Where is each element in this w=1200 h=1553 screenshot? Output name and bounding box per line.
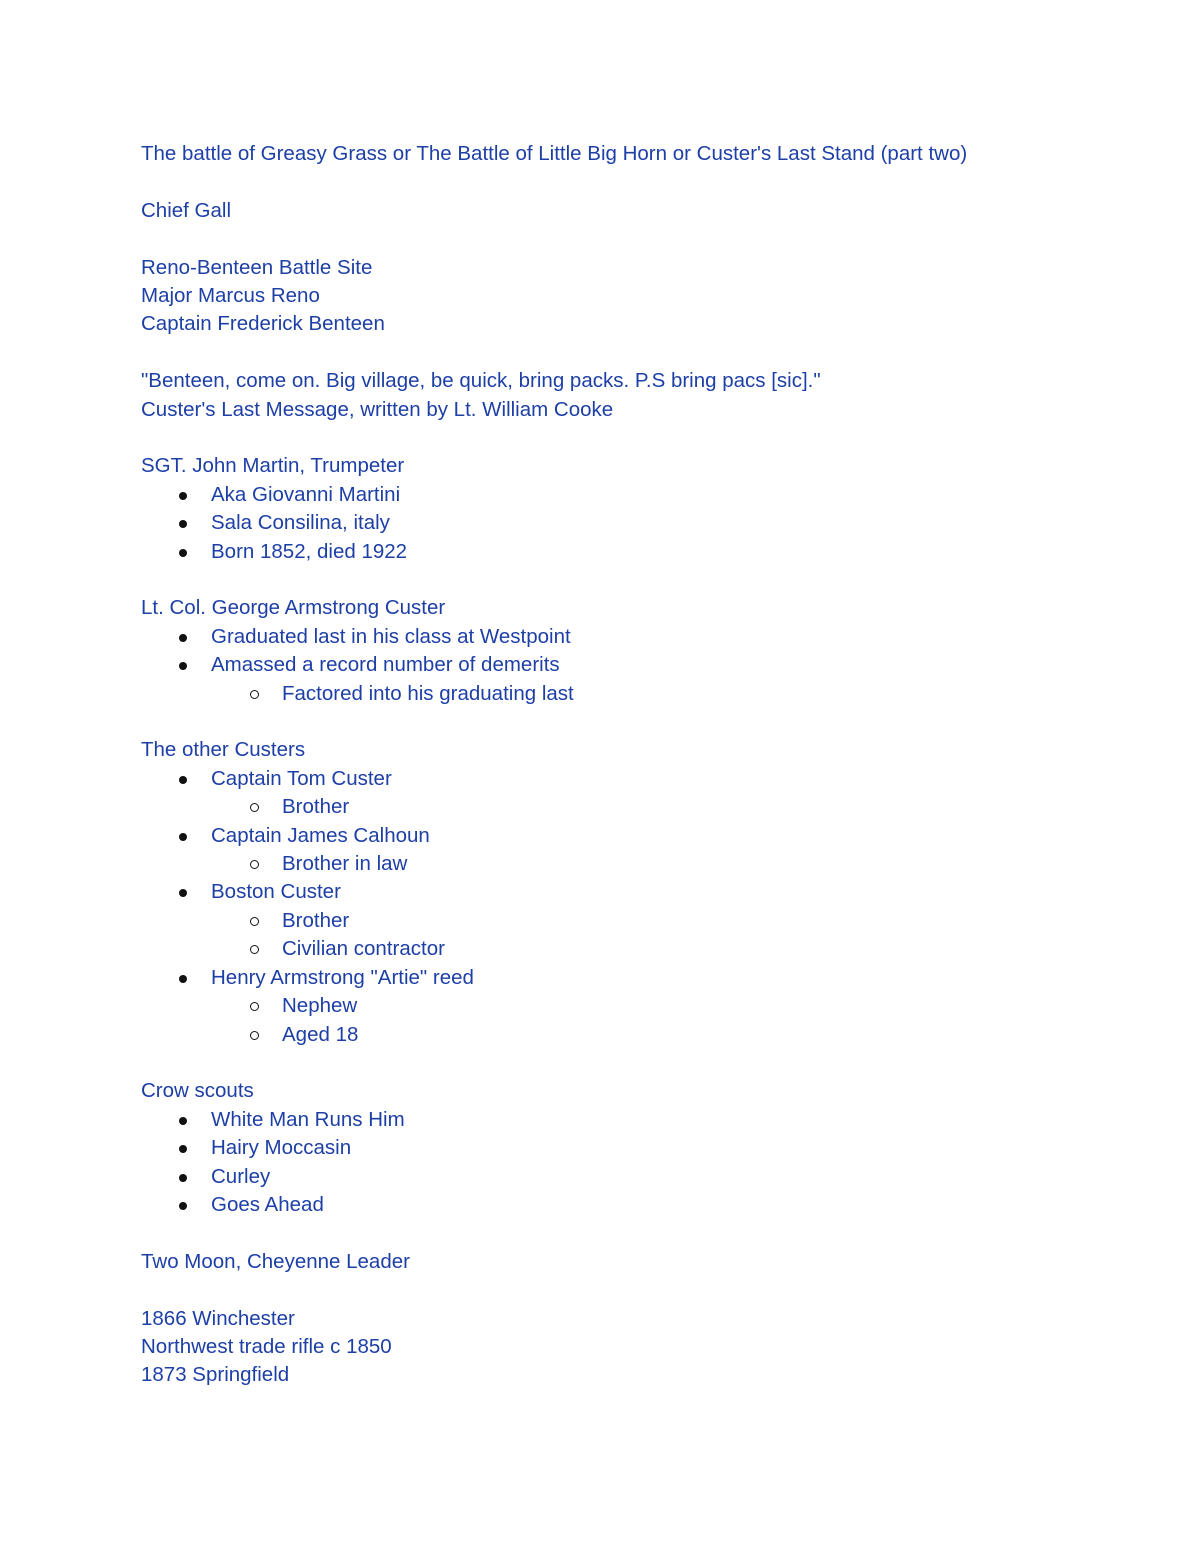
custer-list bbox=[141, 623, 1141, 708]
captain-benteen-line: Captain Frederick Benteen bbox=[141, 312, 385, 336]
list-item: White Man Runs Him bbox=[141, 1106, 1141, 1134]
other-custers-heading: The other Custers bbox=[141, 738, 306, 762]
spacer bbox=[141, 708, 1141, 736]
sub-list-item: Aged 18 bbox=[141, 1021, 1141, 1049]
sub-list-item: Brother bbox=[141, 793, 1141, 821]
sub-list-item: Factored into his graduating last bbox=[141, 680, 1141, 708]
list-item: Captain James Calhoun bbox=[141, 822, 1141, 850]
martin-heading: SGT. John Martin, Trumpeter bbox=[141, 454, 405, 478]
spacer bbox=[141, 1219, 1141, 1247]
list-item: Boston Custer bbox=[141, 878, 1141, 906]
list-item: Henry Armstrong "Artie" reed bbox=[141, 964, 1141, 992]
spacer bbox=[141, 168, 1141, 196]
other-custers-list bbox=[141, 765, 1141, 1049]
list-item: Born 1852, died 1922 bbox=[141, 538, 1141, 566]
list-item: Graduated last in his class at Westpoint bbox=[141, 623, 1141, 651]
spacer bbox=[141, 1049, 1141, 1077]
rifle-line: 1866 Winchester bbox=[141, 1306, 295, 1330]
spacer bbox=[141, 225, 1141, 253]
rifle-line: 1873 Springfield bbox=[141, 1363, 290, 1387]
last-message-quote: "Benteen, come on. Big village, be quick, bring packs. P.S bring pacs [sic]." bbox=[141, 369, 821, 393]
major-reno-line: Major Marcus Reno bbox=[141, 284, 320, 307]
rifle-line: Northwest trade rifle c 1850 bbox=[141, 1334, 392, 1358]
spacer bbox=[141, 424, 1141, 452]
document-title: The battle of Greasy Grass or The Battle of Little Big Horn or Custer's Last Stand (part two) bbox=[141, 142, 968, 165]
list-item: Aka Giovanni Martini bbox=[141, 481, 1141, 509]
list-item: Curley bbox=[141, 1163, 1141, 1191]
list-item: Sala Consilina, italy bbox=[141, 509, 1141, 537]
spacer bbox=[141, 339, 1141, 367]
spacer bbox=[141, 1276, 1141, 1304]
list-item: Hairy Moccasin bbox=[141, 1134, 1141, 1162]
custer-heading: Lt. Col. George Armstrong Custer bbox=[141, 596, 446, 620]
sub-list-item: Nephew bbox=[141, 992, 1141, 1020]
list-item: Goes Ahead bbox=[141, 1191, 1141, 1219]
sub-list-item: Brother bbox=[141, 907, 1141, 935]
sub-list-item: Civilian contractor bbox=[141, 935, 1141, 963]
document-page bbox=[141, 140, 1141, 1390]
crow-scouts-heading: Crow scouts bbox=[141, 1079, 254, 1103]
last-message-attribution: Custer's Last Message, written by Lt. William Cooke bbox=[141, 397, 614, 421]
two-moon-line: Two Moon, Cheyenne Leader bbox=[141, 1249, 410, 1273]
spacer bbox=[141, 566, 1141, 594]
reno-benteen-site: Reno-Benteen Battle Site bbox=[141, 255, 373, 279]
chief-gall-line: Chief Gall bbox=[141, 198, 232, 222]
martin-list bbox=[141, 481, 1141, 566]
list-item: Captain Tom Custer bbox=[141, 765, 1141, 793]
sub-list-item: Brother in law bbox=[141, 850, 1141, 878]
crow-scouts-list bbox=[141, 1106, 1141, 1220]
list-item: Amassed a record number of demerits bbox=[141, 651, 1141, 679]
